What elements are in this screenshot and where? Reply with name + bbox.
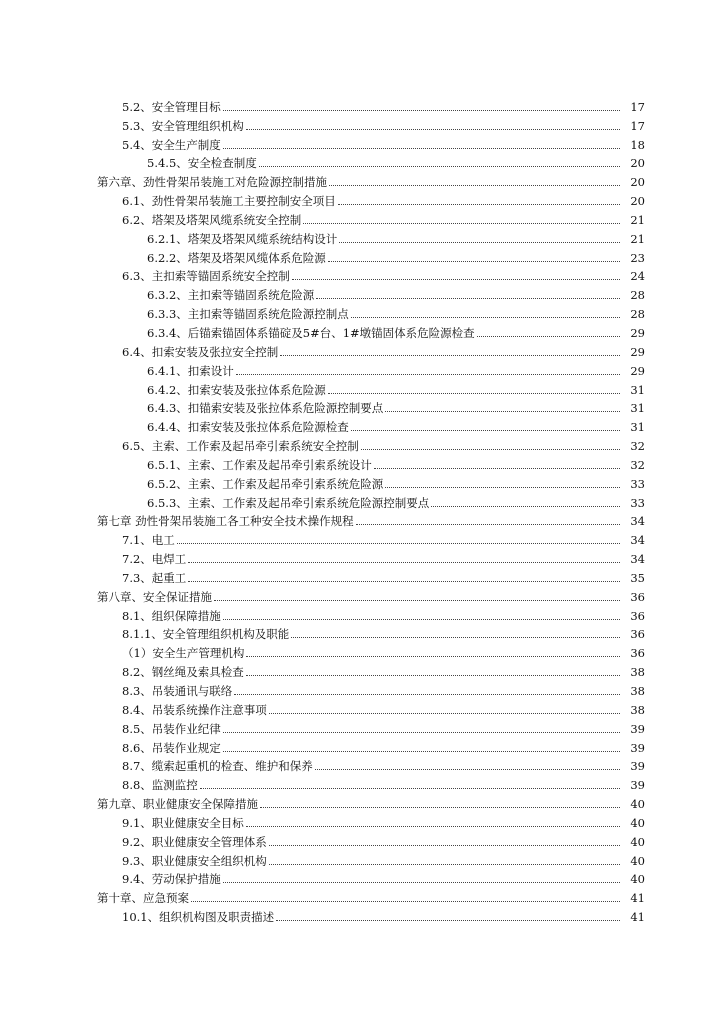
dot-leader — [246, 825, 620, 827]
dot-leader — [223, 618, 620, 620]
toc-entry[interactable] — [0, 453, 724, 472]
toc-entry-label: 6.2.1、塔架及塔架风缆系统结构设计 — [147, 231, 338, 246]
toc-entry-page-number: 17 — [630, 118, 645, 133]
dot-leader — [303, 222, 620, 224]
toc-entry-label: 5.4、安全生产制度 — [122, 137, 221, 152]
toc-entry-page-number: 20 — [630, 194, 645, 209]
toc-entry[interactable] — [0, 265, 724, 284]
toc-entry-label: 6.5.3、主索、工作索及起吊牵引索系统危险源控制要点 — [147, 495, 430, 510]
dot-leader — [260, 806, 620, 808]
dot-leader — [259, 165, 620, 167]
toc-entry-label: 6.3、主扣索等锚固系统安全控制 — [122, 269, 290, 284]
toc-entry-label: 9.2、职业健康安全管理体系 — [122, 834, 267, 849]
toc-entry-label: 6.2、塔架及塔架风缆系统安全控制 — [122, 212, 302, 227]
toc-entry[interactable] — [0, 415, 724, 434]
dot-leader — [356, 523, 620, 525]
dot-leader — [188, 561, 620, 563]
toc-entry-label: 7.3、起重工 — [122, 570, 187, 585]
toc-entry[interactable] — [0, 905, 724, 924]
toc-entry-page-number: 41 — [630, 891, 645, 906]
toc-entry-page-number: 28 — [630, 288, 645, 303]
toc-entry[interactable] — [0, 717, 724, 736]
toc-entry-page-number: 33 — [630, 495, 645, 510]
dot-leader — [223, 750, 620, 752]
toc-entry-label: 6.2.2、塔架及塔架风缆体系危险源 — [147, 250, 326, 265]
toc-entry-page-number: 20 — [630, 156, 645, 171]
toc-entry-page-number: 24 — [630, 269, 645, 284]
toc-entry-page-number: 40 — [630, 834, 645, 849]
toc-entry[interactable] — [0, 491, 724, 510]
toc-entry-label: 6.3.4、后锚索锚固体系锚碇及5#台、1#墩锚固体系危险源检查 — [147, 325, 475, 340]
toc-entry[interactable] — [0, 246, 724, 265]
toc-entry-label: 8.8、监测监控 — [122, 778, 198, 793]
toc-entry-page-number: 33 — [630, 476, 645, 491]
toc-entry-label: 5.4.5、安全检查制度 — [147, 156, 257, 171]
toc-entry-label: 8.6、吊装作业规定 — [122, 740, 221, 755]
dot-leader — [328, 392, 620, 394]
toc-entry-page-number: 21 — [630, 231, 645, 246]
dot-leader — [385, 486, 620, 488]
toc-entry[interactable] — [0, 340, 724, 359]
toc-entry-page-number: 39 — [630, 740, 645, 755]
toc-entry-label: 6.4、扣索安装及张拉安全控制 — [122, 344, 279, 359]
toc-entry-label: 9.4、劳动保护措施 — [122, 872, 221, 887]
toc-entry-label: 6.4.1、扣索设计 — [147, 363, 234, 378]
toc-entry-page-number: 39 — [630, 778, 645, 793]
toc-entry-page-number: 34 — [630, 552, 645, 567]
toc-entry[interactable] — [0, 792, 724, 811]
toc-entry-page-number: 18 — [630, 137, 645, 152]
dot-leader — [269, 863, 620, 865]
dot-leader — [280, 354, 620, 356]
dot-leader — [477, 335, 620, 337]
toc-entry-page-number: 31 — [630, 382, 645, 397]
toc-entry-page-number: 38 — [630, 684, 645, 698]
dot-leader — [246, 655, 620, 657]
toc-entry[interactable] — [0, 698, 724, 717]
toc-entry-page-number: 21 — [630, 212, 645, 227]
dot-leader — [269, 844, 620, 846]
toc-entry-page-number: 23 — [630, 250, 645, 265]
dot-leader — [338, 203, 620, 205]
toc-entry-label: 7.2、电焊工 — [122, 552, 187, 567]
toc-entry-label: 6.1、劲性骨架吊装施工主要控制安全项目 — [122, 194, 336, 209]
dot-leader — [269, 712, 620, 714]
toc-entry[interactable] — [0, 623, 724, 642]
toc-entry-page-number: 38 — [630, 702, 645, 717]
toc-entry-label: 8.4、吊装系统操作注意事项 — [122, 702, 267, 717]
dot-leader — [291, 636, 620, 638]
toc-entry-page-number: 31 — [630, 420, 645, 435]
toc-entry-page-number: 28 — [630, 307, 645, 322]
dot-leader — [246, 674, 620, 676]
table-of-contents — [0, 95, 724, 924]
toc-entry-label: 6.4.2、扣索安装及张拉体系危险源 — [147, 382, 326, 397]
dot-leader — [292, 278, 620, 280]
toc-entry-page-number: 20 — [630, 175, 645, 190]
toc-entry-label: 9.1、职业健康安全目标 — [122, 815, 244, 830]
dot-leader — [223, 731, 620, 733]
dot-leader — [246, 128, 620, 130]
toc-entry-page-number: 34 — [630, 533, 645, 548]
toc-entry[interactable] — [0, 811, 724, 830]
toc-entry-page-number: 32 — [630, 457, 645, 472]
toc-entry-page-number: 17 — [630, 99, 645, 114]
toc-entry-page-number: 31 — [630, 401, 645, 416]
toc-entry[interactable] — [0, 868, 724, 887]
toc-entry-label: 8.5、吊装作业纪律 — [122, 721, 221, 736]
dot-leader — [214, 599, 620, 601]
toc-entry-label: 第八章、安全保证措施 — [97, 589, 212, 604]
toc-entry-page-number: 29 — [630, 363, 645, 378]
toc-entry-page-number: 36 — [630, 608, 645, 623]
toc-entry-label: 6.4.3、扣锚索安装及张拉体系危险源控制要点 — [147, 401, 384, 416]
toc-entry-page-number: 40 — [630, 872, 645, 887]
toc-entry-label: 6.3.3、主扣索等锚固系统危险源控制点 — [147, 307, 349, 322]
dot-leader — [361, 448, 620, 450]
toc-entry[interactable] — [0, 302, 724, 321]
toc-entry-page-number: 41 — [630, 910, 645, 925]
toc-entry-page-number: 40 — [630, 853, 645, 868]
dot-leader — [316, 297, 620, 299]
toc-entry-page-number: 40 — [630, 815, 645, 830]
dot-leader — [351, 429, 620, 431]
dot-leader — [223, 109, 620, 111]
toc-entry-label: 6.5.1、主索、工作索及起吊牵引索系统设计 — [147, 457, 372, 472]
dot-leader — [191, 900, 620, 902]
toc-entry-label: （1）安全生产管理机构 — [122, 646, 245, 661]
toc-entry[interactable] — [0, 679, 724, 698]
toc-entry-page-number: 38 — [630, 665, 645, 680]
toc-entry-label: 8.7、缆索起重机的检查、维护和保养 — [122, 759, 313, 774]
toc-entry[interactable] — [0, 849, 724, 868]
toc-entry-label: 9.3、职业健康安全组织机构 — [122, 853, 267, 868]
toc-entry-page-number: 34 — [630, 514, 645, 529]
toc-entry[interactable] — [0, 755, 724, 774]
toc-entry-page-number: 36 — [630, 627, 645, 642]
toc-entry[interactable] — [0, 528, 724, 547]
toc-entry[interactable] — [0, 397, 724, 416]
toc-entry[interactable] — [0, 434, 724, 453]
toc-entry-label: 8.2、钢丝绳及索具检查 — [122, 665, 244, 680]
toc-entry-label: 第十章、应急预案 — [97, 891, 189, 906]
toc-entry[interactable] — [0, 660, 724, 679]
toc-entry[interactable] — [0, 566, 724, 585]
toc-entry[interactable] — [0, 773, 724, 792]
toc-entry-label: 6.5、主索、工作索及起吊牵引索系统安全控制 — [122, 439, 359, 454]
toc-entry[interactable] — [0, 736, 724, 755]
toc-entry-label: 6.3.2、主扣索等锚固系统危险源 — [147, 288, 315, 303]
toc-entry[interactable] — [0, 95, 724, 114]
toc-entry-label: 6.5.2、主索、工作索及起吊牵引索系统危险源 — [147, 476, 384, 491]
toc-entry[interactable] — [0, 208, 724, 227]
toc-entry[interactable] — [0, 170, 724, 189]
toc-entry[interactable] — [0, 321, 724, 340]
toc-entry-label: 5.2、安全管理目标 — [122, 99, 221, 114]
dot-leader — [223, 881, 620, 883]
dot-leader — [276, 919, 620, 921]
toc-entry[interactable] — [0, 585, 724, 604]
dot-leader — [431, 505, 620, 507]
dot-leader — [385, 410, 620, 412]
toc-entry[interactable] — [0, 378, 724, 397]
toc-entry-page-number: 40 — [630, 797, 645, 812]
toc-entry-label: 第九章、职业健康安全保障措施 — [97, 797, 258, 812]
toc-entry[interactable] — [0, 114, 724, 133]
toc-entry[interactable] — [0, 283, 724, 302]
dot-leader — [188, 580, 620, 582]
toc-entry[interactable] — [0, 359, 724, 378]
dot-leader — [374, 467, 620, 469]
toc-entry[interactable] — [0, 886, 724, 905]
toc-entry[interactable] — [0, 152, 724, 171]
toc-entry-label: 8.1、组织保障措施 — [122, 608, 221, 623]
toc-entry-page-number: 39 — [630, 721, 645, 736]
dot-leader — [328, 260, 620, 262]
dot-leader — [234, 693, 620, 695]
toc-entry-page-number: 29 — [630, 325, 645, 340]
toc-entry-label: 8.1.1、安全管理组织机构及职能 — [122, 627, 290, 642]
dot-leader — [223, 147, 620, 149]
toc-entry[interactable] — [0, 472, 724, 491]
dot-leader — [339, 241, 620, 243]
dot-leader — [329, 184, 620, 186]
toc-entry[interactable] — [0, 133, 724, 152]
toc-entry-label: 8.3、吊装通讯与联络 — [122, 684, 233, 698]
dot-leader — [200, 787, 620, 789]
dot-leader — [315, 768, 620, 770]
toc-entry-label: 第七章 劲性骨架吊装施工各工种安全技术操作规程 — [97, 514, 354, 529]
toc-entry[interactable] — [0, 830, 724, 849]
toc-entry-page-number: 36 — [630, 646, 645, 661]
toc-entry-page-number: 32 — [630, 439, 645, 454]
dot-leader — [177, 542, 620, 544]
toc-entry-label: 第六章、劲性骨架吊装施工对危险源控制措施 — [97, 175, 327, 190]
toc-entry-page-number: 35 — [630, 570, 645, 585]
dot-leader — [351, 316, 620, 318]
toc-entry-page-number: 36 — [630, 589, 645, 604]
toc-entry[interactable] — [0, 547, 724, 566]
toc-entry[interactable] — [0, 604, 724, 623]
toc-entry-page-number: 29 — [630, 344, 645, 359]
toc-entry[interactable] — [0, 189, 724, 208]
dot-leader — [236, 373, 620, 375]
toc-entry[interactable] — [0, 641, 724, 660]
toc-entry-label: 7.1、电工 — [122, 533, 175, 548]
toc-entry-label: 6.4.4、扣索安装及张拉体系危险源检查 — [147, 420, 349, 435]
toc-entry-label: 5.3、安全管理组织机构 — [122, 118, 244, 133]
toc-entry-label: 10.1、组织机构图及职责描述 — [122, 910, 275, 925]
toc-entry[interactable] — [0, 510, 724, 529]
toc-entry-page-number: 39 — [630, 759, 645, 774]
toc-entry[interactable] — [0, 227, 724, 246]
